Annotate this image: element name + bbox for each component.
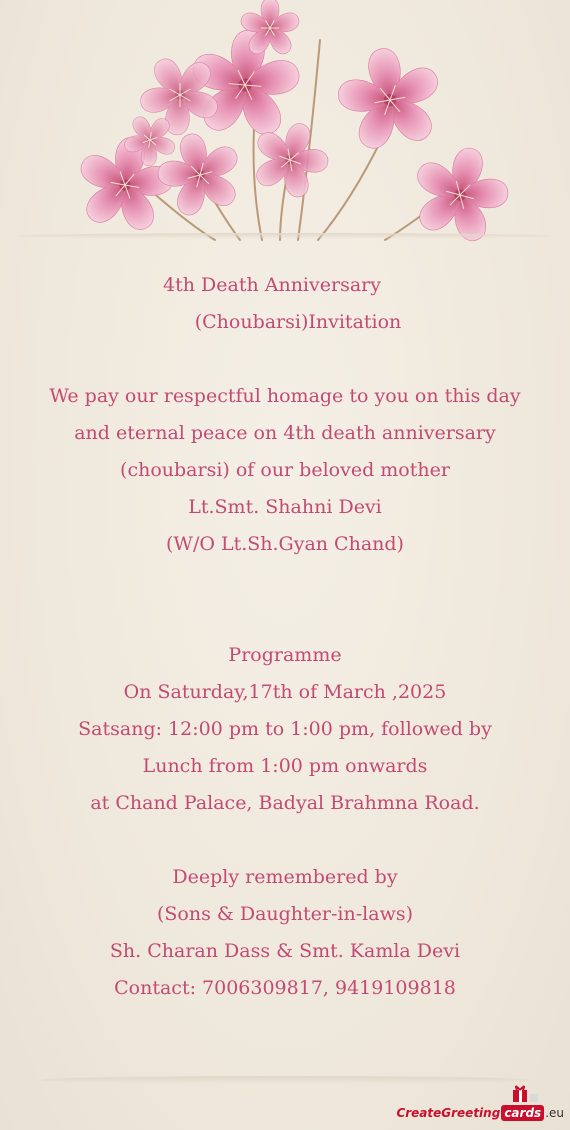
title-line-1: 4th Death Anniversary	[163, 274, 381, 296]
message-line: (choubarsi) of our beloved mother	[120, 459, 450, 481]
watermark-part1: CreateGreeting	[396, 1106, 501, 1120]
closing-heading: Deeply remembered by	[172, 866, 398, 888]
closing-family: (Sons & Daughter-in-laws)	[157, 903, 413, 925]
message-line: and eternal peace on 4th death anniversary	[74, 422, 496, 444]
message-line: We pay our respectful homage to you on this day	[49, 385, 521, 407]
title-line-2: (Choubarsi)Invitation	[194, 311, 402, 333]
programme-date: On Saturday,17th of March ,2025	[123, 681, 447, 703]
flower-bouquet-illustration	[0, 0, 570, 270]
watermark-part3: .eu	[545, 1106, 564, 1120]
programme-venue: at Chand Palace, Badyal Brahmna Road.	[90, 792, 480, 814]
programme-satsang: Satsang: 12:00 pm to 1:00 pm, followed by	[78, 718, 492, 740]
programme-lunch: Lunch from 1:00 pm onwards	[142, 755, 428, 777]
top-fold-shadow	[18, 233, 552, 239]
invitation-text	[0, 267, 570, 1007]
closing-names: Sh. Charan Dass & Smt. Kamla Devi	[109, 940, 461, 962]
deceased-name: Lt.Smt. Shahni Devi	[188, 496, 382, 518]
watermark-part2: cards	[501, 1105, 544, 1121]
deceased-relation: (W/O Lt.Sh.Gyan Chand)	[166, 533, 404, 555]
bottom-fold-shadow	[40, 1076, 530, 1084]
programme-heading: Programme	[228, 644, 342, 666]
contact-numbers: Contact: 7006309817, 9419109818	[114, 977, 456, 999]
watermark-logo	[396, 1102, 564, 1124]
gift-icon	[510, 1082, 540, 1104]
